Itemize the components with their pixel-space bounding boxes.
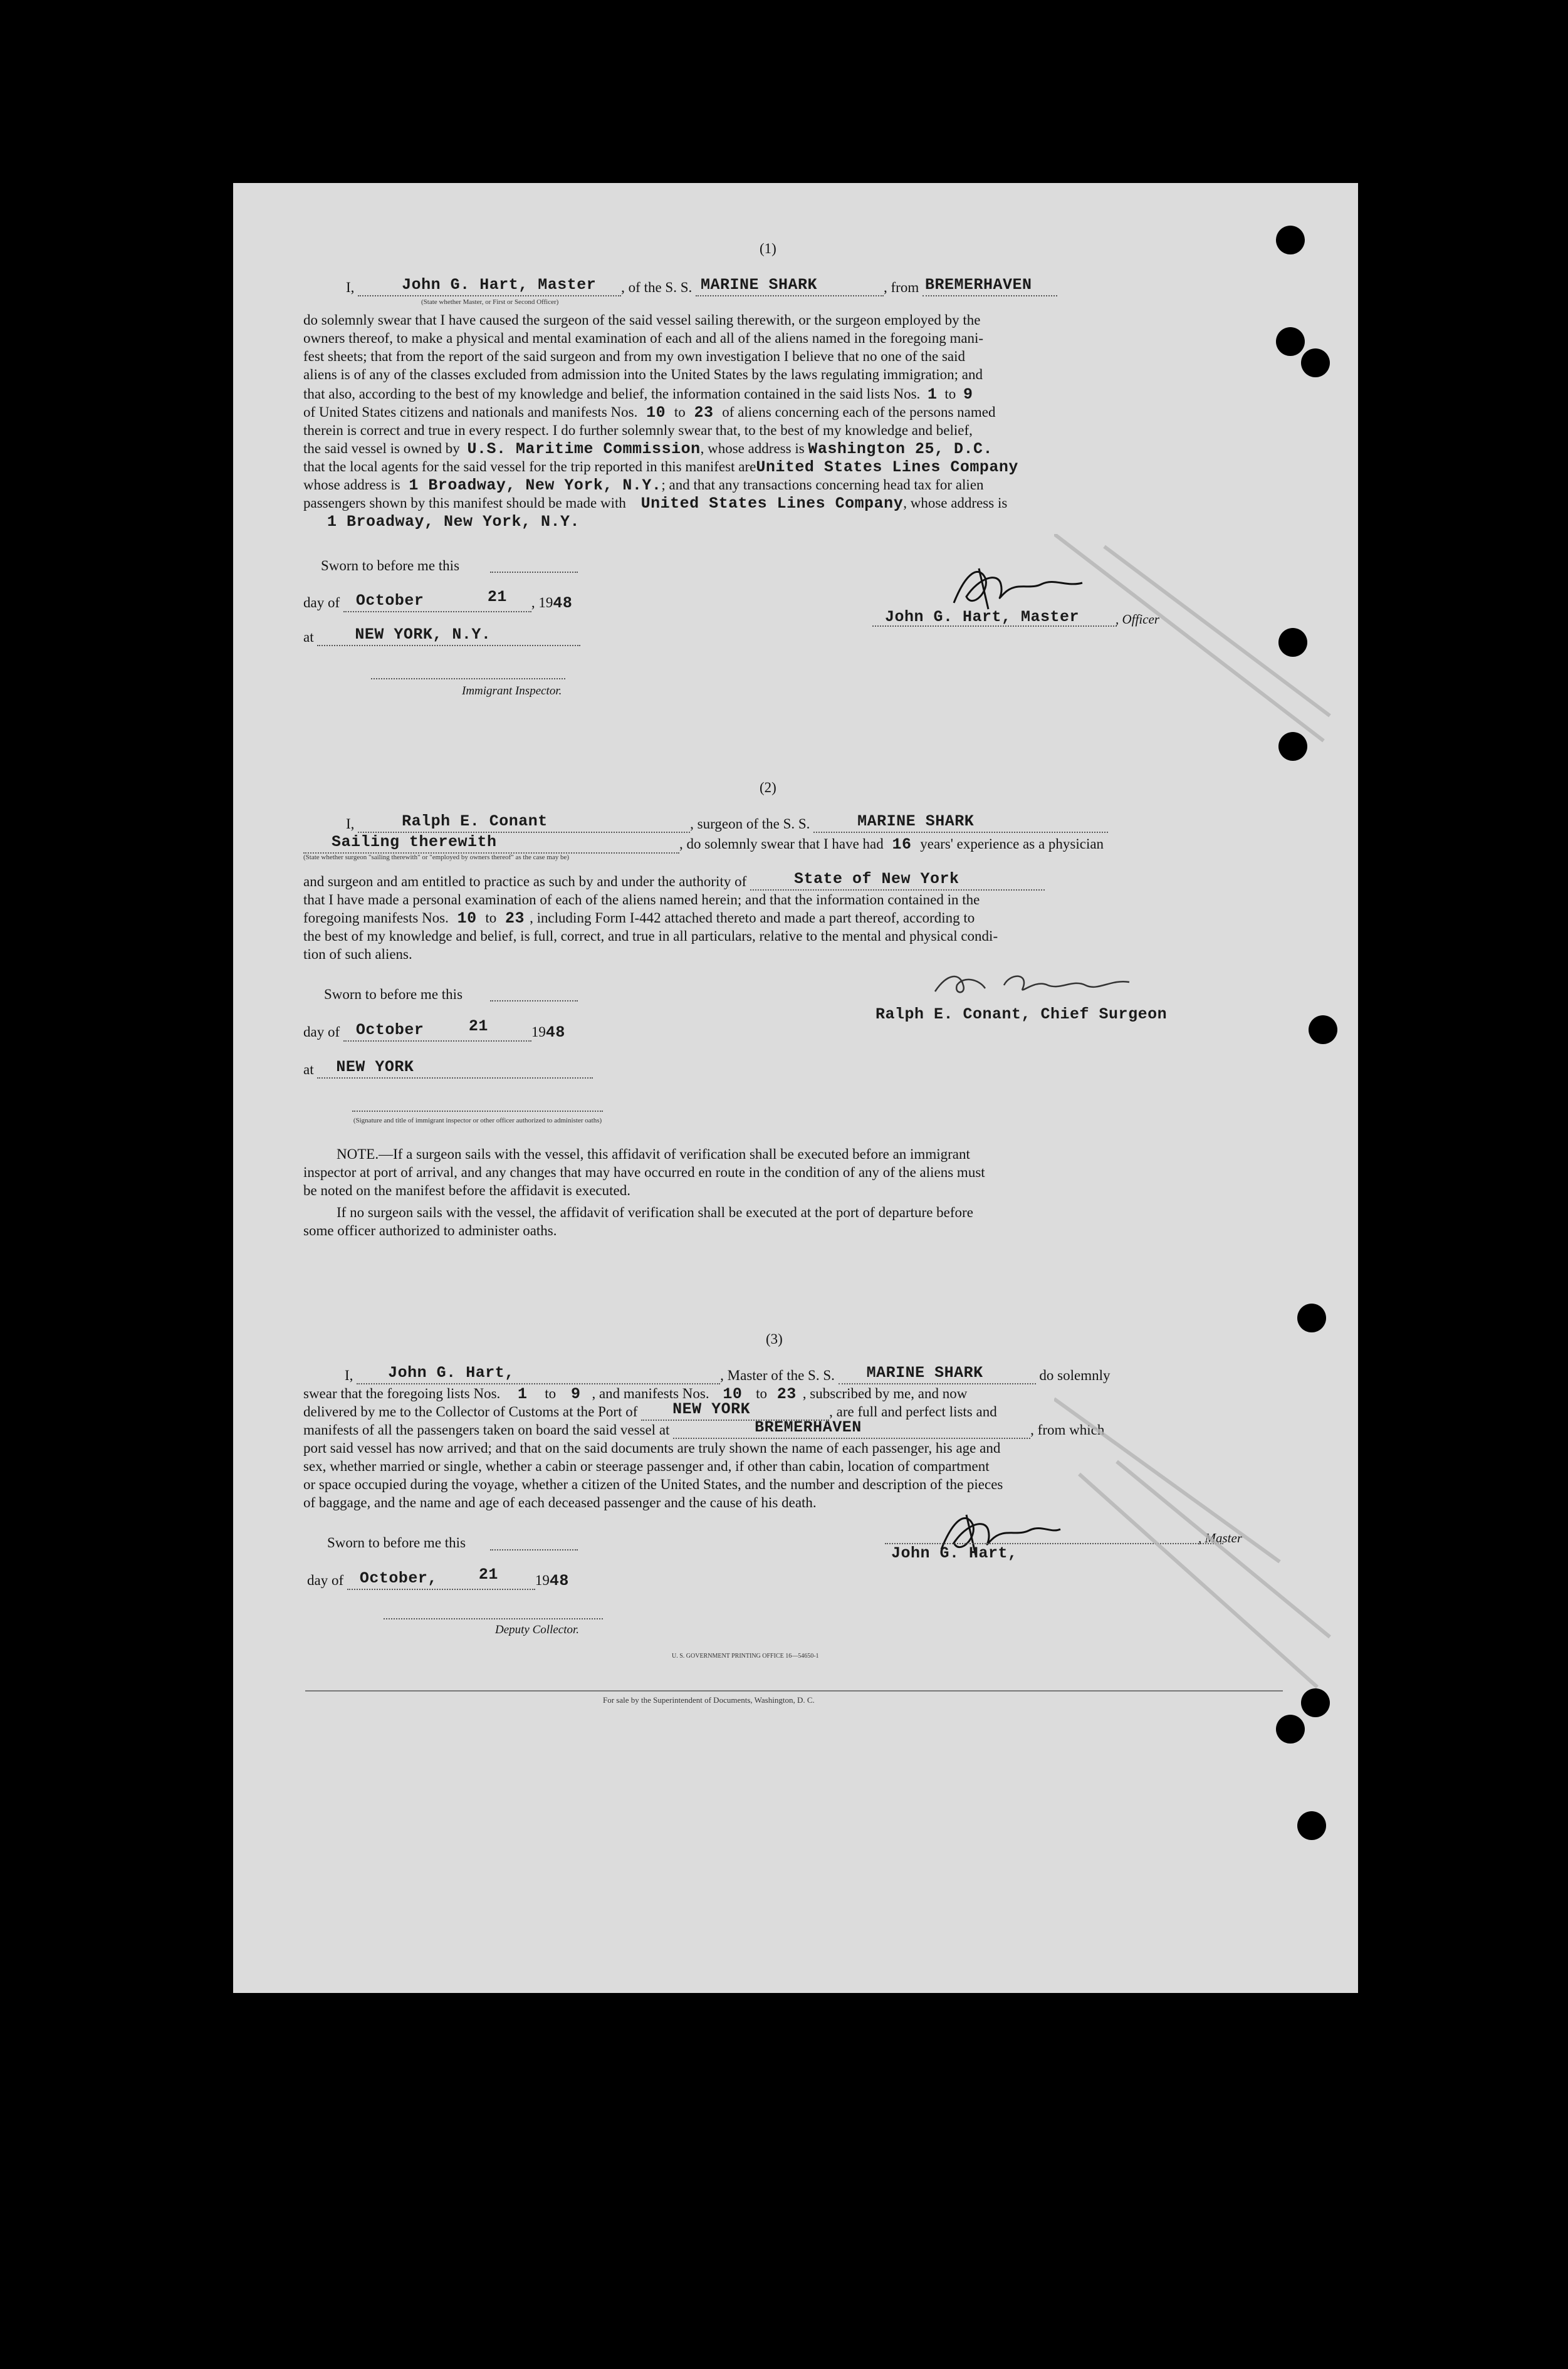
year-prefix: 19 xyxy=(531,1024,546,1040)
punch-hole xyxy=(1276,226,1305,254)
owned-text: the said vessel is owned by xyxy=(303,441,460,456)
vessel-name-2: MARINE SHARK xyxy=(857,812,975,830)
punch-hole xyxy=(1297,1304,1326,1332)
body-line: sex, whether married or single, whether a cabin or steerage passenger and, if other than cabin, location of compartment xyxy=(303,1458,990,1474)
day-3: 21 xyxy=(478,1566,498,1584)
place-2: NEW YORK xyxy=(336,1058,414,1076)
agents-line xyxy=(303,458,1018,476)
lists-to: 9 xyxy=(963,385,973,404)
vessel-field xyxy=(696,276,884,296)
manifests-line-3 xyxy=(303,1418,1105,1439)
to-word: to xyxy=(756,1386,768,1401)
surgeon-name-field xyxy=(358,812,690,833)
manifest-text: of aliens concerning each of the persons named xyxy=(722,404,996,420)
to-word: to xyxy=(944,386,956,402)
note2-line: If no surgeon sails with the vessel, the affidavit of verification shall be executed at the port of departure before xyxy=(337,1205,973,1220)
owner-address: Washington 25, D.C. xyxy=(808,440,993,458)
punch-hole xyxy=(1301,348,1330,377)
to-word: to xyxy=(545,1386,557,1401)
day-of-2 xyxy=(303,1017,565,1042)
years: 16 xyxy=(892,835,912,854)
vessel-name: MARINE SHARK xyxy=(701,276,818,294)
agents-text: that the local agents for the said vessel for the trip reported in this manifest are xyxy=(303,459,756,474)
port: NEW YORK xyxy=(672,1400,751,1418)
head-tax-text: ; and that any transactions concerning head tax for alien xyxy=(661,477,984,493)
note-line: —If a surgeon sails with the vessel, this affidavit of verification shall be executed before an immigrant xyxy=(379,1146,970,1162)
day-of-label: day of xyxy=(303,595,340,610)
swear-text: , do solemnly swear that I have had xyxy=(679,836,884,852)
manifests-to-2: 23 xyxy=(505,909,525,928)
vessel-name-3: MARINE SHARK xyxy=(866,1364,983,1382)
full-text: , are full and perfect lists and xyxy=(829,1404,997,1420)
section-number-3: (3) xyxy=(766,1331,783,1347)
whose-address-is: , whose address is xyxy=(903,495,1008,511)
signer-2: Ralph E. Conant, Chief Surgeon xyxy=(875,1005,1168,1023)
form-text: , including Form I-442 attached thereto and made a part thereof, according to xyxy=(530,910,975,926)
name-caption: (State whether Master, or First or Second Officer) xyxy=(421,298,559,306)
day-of-label: day of xyxy=(307,1572,344,1588)
authority-text: and surgeon and am entitled to practice as such by and under the authority of xyxy=(303,874,747,889)
status: Sailing therewith xyxy=(332,833,497,851)
affidavit1-body xyxy=(303,311,1262,384)
affiant-line-1 xyxy=(346,278,1057,296)
body-line: aliens is of any of the classes excluded from admission into the United States by the laws regulating immigration; and xyxy=(303,367,983,382)
year-2: 48 xyxy=(545,1023,565,1042)
master-line-3 xyxy=(345,1366,1110,1384)
officer-label: , Officer xyxy=(1116,612,1159,627)
manifests-from-2: 10 xyxy=(457,909,477,928)
manifests-to: 23 xyxy=(694,404,714,422)
of-ss-label: , of the S. S. xyxy=(621,280,693,295)
punch-hole xyxy=(1301,1688,1330,1717)
day-2: 21 xyxy=(468,1017,488,1035)
foregoing-text: foregoing manifests Nos. xyxy=(303,910,449,926)
at-1 xyxy=(303,625,580,646)
body-line: fest sheets; that from the report of the said surgeon and from my own investigation I believe that no one of the said xyxy=(303,348,966,364)
signer-3: John G. Hart, xyxy=(891,1544,1018,1562)
month: October xyxy=(355,592,424,610)
owner: U.S. Maritime Commission xyxy=(467,440,701,458)
surgeon-name: Ralph E. Conant xyxy=(402,812,548,830)
section-number-2: (2) xyxy=(760,780,776,795)
manifests-text: manifests of all the passengers taken on board the said vessel at xyxy=(303,1422,670,1438)
lead-i: I, xyxy=(346,280,355,295)
body-line: owners thereof, to make a physical and mental examination of each and all of the aliens named in the foregoing mani- xyxy=(303,330,984,346)
officer-caption: (Signature and title of immigrant inspector or other officer authorized to administer oaths) xyxy=(353,1117,602,1124)
foregoing-line xyxy=(303,909,975,928)
lists-from: 1 xyxy=(928,385,938,404)
manifests-from: 10 xyxy=(646,404,666,422)
note2-line-2: some officer authorized to administer oaths. xyxy=(303,1223,557,1238)
authority: State of New York xyxy=(794,870,959,888)
port-from-field-3 xyxy=(673,1418,1030,1439)
master-name-3: John G. Hart, xyxy=(388,1364,515,1382)
status-line xyxy=(303,835,1104,854)
agent-address: 1 Broadway, New York, N.Y. xyxy=(409,476,662,494)
signer-1: John G. Hart, Master xyxy=(885,608,1080,626)
lists-text: that also, according to the best of my knowledge and belief, the information contained in the said lists Nos. xyxy=(303,386,921,402)
year-prefix: , 19 xyxy=(531,595,553,610)
lists-to-3: 9 xyxy=(570,1385,581,1403)
manifest-text: of United States citizens and nationals and manifests Nos. xyxy=(303,404,638,420)
section-number-1: (1) xyxy=(760,241,776,256)
passengers-line xyxy=(303,494,1007,513)
note-line: inspector at port of arrival, and any changes that may have occurred en route in the condition of any of the aliens must xyxy=(303,1164,985,1180)
note-label: NOTE. xyxy=(337,1146,379,1162)
port-from-3: BREMERHAVEN xyxy=(755,1418,862,1436)
authority-field xyxy=(750,870,1045,891)
date-field-2 xyxy=(343,1017,531,1042)
at-label: at xyxy=(303,629,314,645)
swear-line-3 xyxy=(303,1384,967,1403)
passengers-text: passengers shown by this manifest should be made with xyxy=(303,495,626,511)
day-of-1 xyxy=(303,588,573,612)
owner-line xyxy=(303,439,993,458)
master-label: , Master xyxy=(1198,1530,1242,1545)
date-field-3 xyxy=(347,1566,535,1590)
exam-line: that I have made a personal examination of each of the aliens named herein; and that the information contained in the xyxy=(303,892,980,907)
inspector-caption: Immigrant Inspector. xyxy=(462,684,562,698)
place-field xyxy=(317,625,580,646)
punch-hole xyxy=(1276,1715,1305,1744)
punch-hole xyxy=(1297,1811,1326,1840)
to-word: to xyxy=(485,910,497,926)
body-line: of baggage, and the name and age of each deceased passenger and the cause of his death. xyxy=(303,1495,817,1510)
lead-i: I, xyxy=(346,816,355,832)
month-2: October xyxy=(355,1021,424,1039)
from-label: , from xyxy=(884,280,919,295)
sworn-2: Sworn to before me this xyxy=(324,986,463,1002)
master-name-field xyxy=(358,276,621,296)
at-2 xyxy=(303,1060,593,1079)
manifests-line xyxy=(303,403,995,422)
authority-line xyxy=(303,872,1045,891)
manifests-from-3: 10 xyxy=(723,1385,743,1403)
whose-address: whose address is xyxy=(303,477,400,493)
manifests-to-3: 23 xyxy=(776,1385,797,1403)
punch-hole xyxy=(1276,327,1305,356)
surgeon-line xyxy=(346,812,1108,833)
master-of: , Master of the S. S. xyxy=(720,1368,835,1383)
belief-line: the best of my knowledge and belief, is full, correct, and true in all particulars, relative to the mental and physical condi- xyxy=(303,928,998,944)
punch-hole xyxy=(1309,1015,1337,1044)
date-field xyxy=(343,588,531,612)
and-manifests: , and manifests Nos. xyxy=(592,1386,709,1401)
sworn-3: Sworn to before me this xyxy=(327,1535,466,1551)
port-from: BREMERHAVEN xyxy=(924,276,1032,294)
delivered-text: delivered by me to the Collector of Customs at the Port of xyxy=(303,1404,638,1420)
surgeon-of: , surgeon of the S. S. xyxy=(690,816,810,832)
port-from-field xyxy=(923,276,1057,296)
at-label: at xyxy=(303,1062,314,1077)
day: 21 xyxy=(487,588,507,606)
lead-i: I, xyxy=(345,1368,353,1383)
master-name: John G. Hart, Master xyxy=(402,276,597,294)
delivered-line xyxy=(303,1400,997,1421)
year: 48 xyxy=(553,594,573,612)
manifest-affidavit-page xyxy=(233,183,1358,1993)
master-name-field-3 xyxy=(357,1364,720,1384)
lists-line xyxy=(303,385,976,404)
status-caption: (State whether surgeon "sailing therewith" or "employed by owners thereof" as the case may be) xyxy=(303,854,570,861)
body-line: or space occupied during the voyage, whether a citizen of the United States, and the number and description of the pieces xyxy=(303,1477,1003,1492)
subscribed: , subscribed by me, and now xyxy=(802,1386,968,1401)
do-solemnly: do solemnly xyxy=(1039,1368,1111,1383)
month-3: October, xyxy=(359,1569,437,1587)
year-prefix: 19 xyxy=(535,1572,550,1588)
day-of-label: day of xyxy=(303,1024,340,1040)
agent-address-line xyxy=(303,476,984,494)
body-line: port said vessel has now arrived; and that on the said documents are truly shown the name of each passenger, his age and xyxy=(303,1440,1001,1456)
note-line: be noted on the manifest before the affidavit is executed. xyxy=(303,1183,630,1198)
owner-addr-label: , whose address is xyxy=(700,441,805,456)
punch-hole xyxy=(1278,732,1307,761)
head-tax-address: 1 Broadway, New York, N.Y. xyxy=(327,513,580,531)
correct-line: therein is correct and true in every respect. I do further solemnly swear that, to the best of my knowledge and belief, xyxy=(303,422,973,438)
tion-line: tion of such aliens. xyxy=(303,946,412,962)
head-tax-agent: United States Lines Company xyxy=(640,494,904,513)
gpo-imprint: U. S. GOVERNMENT PRINTING OFFICE 16—54650-1 xyxy=(672,1653,819,1660)
bleed-through-strokes xyxy=(1054,534,1336,1756)
lists-from-3: 1 xyxy=(518,1385,528,1403)
from-which: , from which xyxy=(1030,1422,1105,1438)
day-of-3 xyxy=(307,1566,569,1590)
year-3: 48 xyxy=(549,1572,569,1590)
body-line: do solemnly swear that I have caused the surgeon of the said vessel sailing therewith, or the surgeon employed by the xyxy=(303,312,981,328)
to-word: to xyxy=(674,404,686,420)
agent: United States Lines Company xyxy=(756,458,1018,476)
for-sale-note: For sale by the Superintendent of Documents, Washington, D. C. xyxy=(603,1695,815,1705)
place-field-2 xyxy=(317,1058,593,1079)
punch-hole xyxy=(1278,628,1307,657)
vessel-field-3 xyxy=(839,1364,1036,1384)
place: NEW YORK, N.Y. xyxy=(355,625,491,644)
swear-text: swear that the foregoing lists Nos. xyxy=(303,1386,501,1401)
years-text: years' experience as a physician xyxy=(920,836,1104,852)
sworn-1: Sworn to before me this xyxy=(321,558,460,573)
collector-caption: Deputy Collector. xyxy=(495,1623,580,1636)
status-field xyxy=(303,833,679,854)
